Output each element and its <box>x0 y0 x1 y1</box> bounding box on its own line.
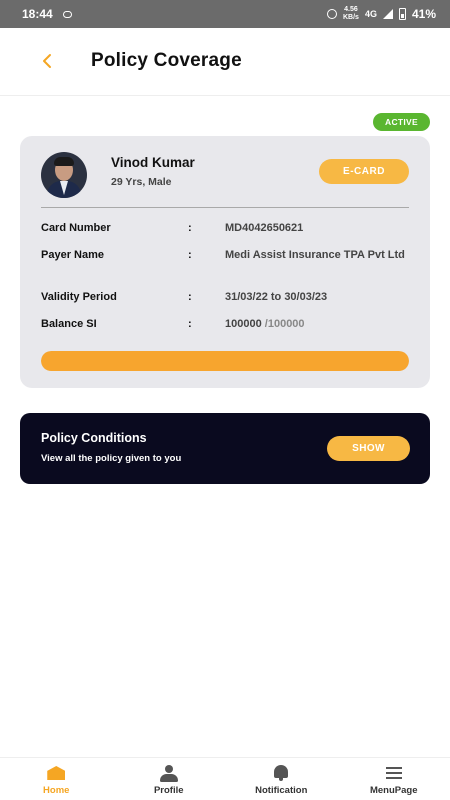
conditions-subtitle: View all the policy given to you <box>41 453 182 464</box>
policy-card <box>20 136 430 388</box>
policy-conditions-card <box>20 413 430 484</box>
balance-used: 100000 <box>225 318 262 330</box>
signal-icon <box>383 9 393 19</box>
show-button[interactable]: SHOW <box>327 436 410 461</box>
payer-name-value: Medi Assist Insurance TPA Pvt Ltd <box>225 249 405 261</box>
network-speed: 4.56 KB/s <box>343 6 359 21</box>
validity-period-label: Validity Period <box>41 291 117 303</box>
back-button[interactable] <box>36 50 58 72</box>
app-header <box>0 28 450 96</box>
sync-icon <box>63 11 72 18</box>
user-icon <box>158 764 180 782</box>
avatar <box>41 152 87 198</box>
nav-label: Home <box>43 785 70 796</box>
conditions-title: Policy Conditions <box>41 431 147 445</box>
balance-total: /100000 <box>264 318 305 330</box>
card-number-label: Card Number <box>41 222 111 234</box>
separator: : <box>188 291 192 303</box>
battery-level: 41% <box>411 7 436 21</box>
bottom-nav <box>0 757 450 800</box>
balance-progress-fill <box>41 351 409 371</box>
nav-item-notification[interactable] <box>225 758 338 800</box>
separator: : <box>188 222 192 234</box>
alarm-icon <box>327 9 337 19</box>
divider <box>41 207 409 208</box>
payer-name-label: Payer Name <box>41 249 104 261</box>
nav-label: Notification <box>255 785 308 796</box>
balance-si-label: Balance SI <box>41 318 97 330</box>
member-age-gender: 29 Yrs, Male <box>111 176 172 188</box>
nav-item-home[interactable] <box>0 758 113 800</box>
menu-icon <box>383 764 405 782</box>
balance-si-value <box>225 318 405 331</box>
network-type: 4G <box>364 9 377 19</box>
bell-icon <box>270 764 292 782</box>
card-number-value: MD4042650621 <box>225 222 304 234</box>
status-badge: ACTIVE <box>373 113 430 131</box>
status-bar <box>0 0 450 28</box>
balance-progress-bar <box>41 351 409 371</box>
ecard-button[interactable]: E-CARD <box>319 159 409 184</box>
nav-item-profile[interactable] <box>113 758 226 800</box>
member-name: Vinod Kumar <box>111 155 195 170</box>
chevron-left-icon <box>36 50 58 72</box>
nav-label: MenuPage <box>369 785 418 796</box>
status-time: 18:44 <box>22 7 53 21</box>
home-icon <box>45 764 67 782</box>
validity-period-value: 31/03/22 to 30/03/23 <box>225 291 328 303</box>
nav-item-menupage[interactable] <box>338 758 450 800</box>
battery-icon <box>399 8 406 20</box>
separator: : <box>188 318 192 330</box>
nav-label: Profile <box>153 785 184 796</box>
page-title: Policy Coverage <box>91 50 242 71</box>
separator: : <box>188 249 192 261</box>
